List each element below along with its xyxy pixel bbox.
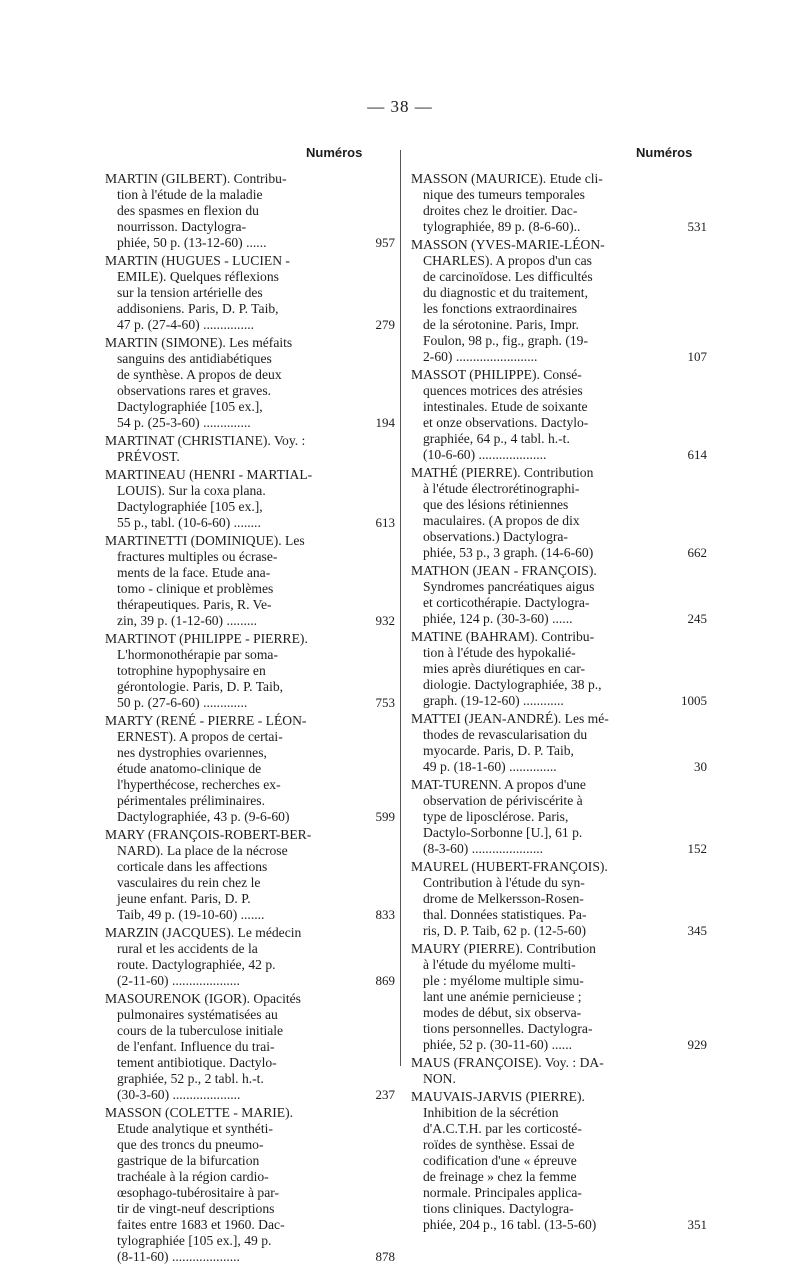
entry-text-line: et corticothérapie. Dactylogra- <box>423 595 590 610</box>
bibliography-entry <box>411 711 707 775</box>
entry-text-line: totrophine hypophysaire en <box>117 663 266 678</box>
entry-text-line: à l'étude électrorétinographi- <box>423 481 580 496</box>
entry-text-line: corticale dans les affections <box>117 859 268 874</box>
entry-text-line: diologie. Dactylographiée, 38 p., <box>423 677 602 692</box>
entry-text-line: les fonctions extraordinaires <box>423 301 578 316</box>
entry-number: 245 <box>687 611 707 626</box>
entry-text-line: roïdes de synthèse. Essai de <box>423 1137 575 1152</box>
entry-text-line: thal. Données statistiques. Pa- <box>423 907 587 922</box>
entry-text-line: MAUVAIS-JARVIS (PIERRE). <box>411 1089 585 1104</box>
entry-text-line: graphiée, 64 p., 4 tabl. h.-t. <box>423 431 570 446</box>
entry-text-line: phiée, 52 p. (30-11-60) ...... <box>423 1037 572 1052</box>
entry-text-line: MAUS (FRANÇOISE). Voy. : DA- <box>411 1055 604 1070</box>
entry-text-line: drome de Melkersson-Rosen- <box>423 891 584 906</box>
entry-text-line: rural et les accidents de la <box>117 941 258 956</box>
entry-text-line: observation de périviscérite à <box>423 793 583 808</box>
bibliography-entry <box>411 941 707 1053</box>
entry-text-line: MATHON (JEAN - FRANÇOIS). <box>411 563 597 578</box>
entry-text-line: 54 p. (25-3-60) .............. <box>117 415 251 430</box>
entry-text-line: faites entre 1683 et 1960. Dac- <box>117 1217 285 1232</box>
entry-text-line: sur la tension artérielle des <box>117 285 263 300</box>
bibliography-entry <box>411 777 707 857</box>
entry-text-line: fractures multiples ou écrase- <box>117 549 278 564</box>
entry-text-line: MARZIN (JACQUES). Le médecin <box>105 925 302 940</box>
bibliography-entry <box>105 713 395 825</box>
entry-text-line: zin, 39 p. (1-12-60) ......... <box>117 613 258 628</box>
column-heading-left: Numéros <box>306 145 363 160</box>
entry-text-line: œsophago-tubérositaire à par- <box>117 1185 280 1200</box>
entry-number: 957 <box>375 235 395 250</box>
entry-text-line: ments de la face. Etude ana- <box>117 565 271 580</box>
entry-number: 662 <box>687 545 707 560</box>
entry-text-line: intestinales. Etude de soixante <box>423 399 588 414</box>
entry-text-line: vasculaires du rein chez le <box>117 875 261 890</box>
entry-text-line: ple : myélome multiple simu- <box>423 973 584 988</box>
entry-text-line: MASSON (COLETTE - MARIE). <box>105 1105 294 1120</box>
bibliography-entry <box>411 629 707 709</box>
entry-text-line: 47 p. (27-4-60) ............... <box>117 317 255 332</box>
bibliography-entry <box>411 171 707 235</box>
entry-text-line: MASSON (MAURICE). Etude cli- <box>411 171 603 186</box>
entry-text-line: 50 p. (27-6-60) ............. <box>117 695 248 710</box>
entry-text-line: Etude analytique et synthéti- <box>117 1121 273 1136</box>
entry-text-line: MARTINEAU (HENRI - MARTIAL- <box>105 467 313 482</box>
entry-text-line: Foulon, 98 p., fig., graph. (19- <box>423 333 588 348</box>
entry-text-line: (2-11-60) .................... <box>117 973 240 988</box>
entry-number: 932 <box>375 613 395 628</box>
entry-text-line: Taib, 49 p. (19-10-60) ....... <box>117 907 265 922</box>
entry-text-line: CHARLES). A propos d'un cas <box>423 253 592 268</box>
entry-text-line: MATHÉ (PIERRE). Contribution <box>411 465 594 480</box>
entry-number: 351 <box>687 1217 707 1232</box>
entry-text-line: de freinage » chez la femme <box>423 1169 577 1184</box>
entry-text-line: tylographiée, 89 p. (8-6-60).. <box>423 219 581 234</box>
entry-text-line: du diagnostic et du traitement, <box>423 285 588 300</box>
entry-text-line: de l'enfant. Influence du trai- <box>117 1039 275 1054</box>
entry-text-line: 2-60) ........................ <box>423 349 538 364</box>
entry-text-line: codification d'une « épreuve <box>423 1153 577 1168</box>
entry-text-line: MATTEI (JEAN-ANDRÉ). Les mé- <box>411 711 609 726</box>
entry-number: 599 <box>375 809 395 824</box>
entry-text-line: étude anatomo-clinique de <box>117 761 262 776</box>
bibliography-entry <box>105 1105 395 1265</box>
entry-text-line: tement antibiotique. Dactylo- <box>117 1055 277 1070</box>
entry-text-line: MASSON (YVES-MARIE-LÉON- <box>411 237 605 252</box>
entry-text-line: MARTIN (SIMONE). Les méfaits <box>105 335 293 350</box>
entry-text-line: tion à l'étude des hypokalié- <box>423 645 576 660</box>
entry-text-line: Inhibition de la sécrétion <box>423 1105 559 1120</box>
entry-text-line: l'hyperthécose, recherches ex- <box>117 777 281 792</box>
bibliography-entry <box>105 631 395 711</box>
entry-text-line: nes dystrophies ovariennes, <box>117 745 267 760</box>
entry-text-line: phiée, 50 p. (13-12-60) ...... <box>117 235 267 250</box>
entry-number: 279 <box>375 317 395 332</box>
entry-text-line: MAURY (PIERRE). Contribution <box>411 941 596 956</box>
entry-text-line: tions personnelles. Dactylogra- <box>423 1021 593 1036</box>
entry-text-line: nourrisson. Dactylogra- <box>117 219 247 234</box>
entry-text-line: MATINE (BAHRAM). Contribu- <box>411 629 595 644</box>
entry-text-line: Dactylographiée [105 ex.], <box>117 499 263 514</box>
entry-text-line: MARTY (RENÉ - PIERRE - LÉON- <box>105 713 307 728</box>
left-column <box>105 171 395 1267</box>
entry-number: 152 <box>687 841 707 856</box>
entry-text-line: mies après diurétiques en car- <box>423 661 586 676</box>
entry-text-line: MARTINAT (CHRISTIANE). Voy. : <box>105 433 306 448</box>
entry-text-line: LOUIS). Sur la coxa plana. <box>117 483 266 498</box>
entry-number: 613 <box>375 515 395 530</box>
entry-text-line: lant une anémie pernicieuse ; <box>423 989 582 1004</box>
entry-text-line: tir de vingt-neuf descriptions <box>117 1201 275 1216</box>
entry-number: 107 <box>687 349 707 364</box>
entry-text-line: de carcinoïdose. Les difficultés <box>423 269 593 284</box>
entry-text-line: graph. (19-12-60) ............ <box>423 693 564 708</box>
entry-number: 237 <box>375 1087 395 1102</box>
entry-text-line: EMILE). Quelques réflexions <box>117 269 279 284</box>
entry-text-line: des spasmes en flexion du <box>117 203 259 218</box>
entry-text-line: 55 p., tabl. (10-6-60) ........ <box>117 515 261 530</box>
entry-text-line: modes de début, six observa- <box>423 1005 582 1020</box>
entry-text-line: (8-3-60) ..................... <box>423 841 544 856</box>
bibliography-entry <box>105 335 395 431</box>
entry-text-line: MASSOT (PHILIPPE). Consé- <box>411 367 582 382</box>
entry-text-line: que des lésions rétiniennes <box>423 497 569 512</box>
entry-text-line: MAUREL (HUBERT-FRANÇOIS). <box>411 859 608 874</box>
entry-text-line: phiée, 53 p., 3 graph. (14-6-60) <box>423 545 594 560</box>
entry-text-line: myocarde. Paris, D. P. Taib, <box>423 743 574 758</box>
entry-text-line: observations.) Dactylogra- <box>423 529 568 544</box>
entry-number: 878 <box>375 1249 395 1264</box>
entry-text-line: tions cliniques. Dactylogra- <box>423 1201 574 1216</box>
entry-text-line: maculaires. (A propos de dix <box>423 513 580 528</box>
bibliography-entry <box>411 1089 707 1233</box>
entry-text-line: PRÉVOST. <box>117 449 180 464</box>
entry-text-line: trachéale à la région cardio- <box>117 1169 269 1184</box>
entry-text-line: MARY (FRANÇOIS-ROBERT-BER- <box>105 827 312 842</box>
entry-number: 869 <box>375 973 395 988</box>
column-heading-right: Numéros <box>636 145 693 160</box>
bibliography-entry <box>105 433 360 465</box>
entry-text-line: Dactylo-Sorbonne [U.], 61 p. <box>423 825 583 840</box>
entry-text-line: NARD). La place de la nécrose <box>117 843 288 858</box>
entry-text-line: MARTIN (HUGUES - LUCIEN - <box>105 253 290 268</box>
entry-text-line: ERNEST). A propos de certai- <box>117 729 283 744</box>
entry-number: 1005 <box>681 693 707 708</box>
entry-text-line: pulmonaires systématisées au <box>117 1007 278 1022</box>
entry-number: 833 <box>375 907 395 922</box>
entry-text-line: MASOURENOK (IGOR). Opacités <box>105 991 301 1006</box>
bibliography-entry <box>105 253 395 333</box>
entry-text-line: sanguins des antidiabétiques <box>117 351 272 366</box>
entry-text-line: gastrique de la bifurcation <box>117 1153 260 1168</box>
entry-number: 929 <box>687 1037 707 1052</box>
entry-text-line: Dactylographiée [105 ex.], <box>117 399 263 414</box>
entry-text-line: à l'étude du myélome multi- <box>423 957 576 972</box>
entry-text-line: et onze observations. Dactylo- <box>423 415 589 430</box>
entry-number: 531 <box>687 219 707 234</box>
bibliography-entry <box>411 859 707 939</box>
entry-text-line: Syndromes pancréatiques aigus <box>423 579 595 594</box>
entry-text-line: de la sérotonine. Paris, Impr. <box>423 317 579 332</box>
entry-text-line: gérontologie. Paris, D. P. Taib, <box>117 679 284 694</box>
entry-text-line: droites chez le droitier. Dac- <box>423 203 578 218</box>
entry-number: 614 <box>687 447 707 462</box>
entry-text-line: jeune enfant. Paris, D. P. <box>117 891 251 906</box>
entry-text-line: quences motrices des atrésies <box>423 383 583 398</box>
entry-text-line: L'hormonothérapie par soma- <box>117 647 278 662</box>
bibliography-entry <box>411 563 707 627</box>
entry-text-line: d'A.C.T.H. par les corticosté- <box>423 1121 582 1136</box>
entry-text-line: MARTIN (GILBERT). Contribu- <box>105 171 287 186</box>
bibliography-entry <box>411 237 707 365</box>
entry-text-line: nique des tumeurs temporales <box>423 187 585 202</box>
entry-text-line: tylographiée [105 ex.], 49 p. <box>117 1233 272 1248</box>
bibliography-entry <box>105 467 395 531</box>
bibliography-entry <box>105 925 395 989</box>
entry-number: 30 <box>694 759 707 774</box>
entry-text-line: thodes de revascularisation du <box>423 727 588 742</box>
entry-text-line: phiée, 124 p. (30-3-60) ...... <box>423 611 573 626</box>
bibliography-entry <box>105 171 395 251</box>
bibliography-entry <box>105 827 395 923</box>
entry-number: 194 <box>375 415 395 430</box>
entry-text-line: ris, D. P. Taib, 62 p. (12-5-60) <box>423 923 587 938</box>
entry-text-line: 49 p. (18-1-60) .............. <box>423 759 557 774</box>
entry-text-line: MAT-TURENN. A propos d'une <box>411 777 586 792</box>
entry-text-line: Contribution à l'étude du syn- <box>423 875 585 890</box>
entry-text-line: Dactylographiée, 43 p. (9-6-60) <box>117 809 290 824</box>
entry-text-line: cours de la tuberculose initiale <box>117 1023 284 1038</box>
entry-text-line: route. Dactylographiée, 42 p. <box>117 957 276 972</box>
entry-text-line: NON. <box>423 1071 456 1086</box>
entry-text-line: que des troncs du pneumo- <box>117 1137 264 1152</box>
entry-text-line: type de liposclérose. Paris, <box>423 809 569 824</box>
entry-text-line: de synthèse. A propos de deux <box>117 367 282 382</box>
page-number: — 38 — <box>367 97 433 116</box>
entry-text-line: graphiée, 52 p., 2 tabl. h.-t. <box>117 1071 264 1086</box>
entry-text-line: MARTINOT (PHILIPPE - PIERRE). <box>105 631 308 646</box>
column-divider <box>400 150 401 1066</box>
entry-text-line: observations rares et graves. <box>117 383 272 398</box>
right-column <box>411 171 707 1235</box>
bibliography-entry <box>411 1055 696 1087</box>
entry-number: 753 <box>375 695 395 710</box>
entry-text-line: thérapeutiques. Paris, R. Ve- <box>117 597 272 612</box>
bibliography-entry <box>411 367 707 463</box>
entry-text-line: tion à l'étude de la maladie <box>117 187 263 202</box>
entry-text-line: périmentales préliminaires. <box>117 793 265 808</box>
bibliography-entry <box>411 465 707 561</box>
entry-text-line: tomo - clinique et problèmes <box>117 581 274 596</box>
entry-text-line: (10-6-60) .................... <box>423 447 547 462</box>
entry-number: 345 <box>687 923 707 938</box>
entry-text-line: (8-11-60) .................... <box>117 1249 240 1264</box>
bibliography-entry <box>105 991 395 1103</box>
entry-text-line: phiée, 204 p., 16 tabl. (13-5-60) <box>423 1217 597 1232</box>
bibliography-entry <box>105 533 395 629</box>
entry-text-line: addisoniens. Paris, D. P. Taib, <box>117 301 279 316</box>
entry-text-line: MARTINETTI (DOMINIQUE). Les <box>105 533 305 548</box>
entry-text-line: (30-3-60) .................... <box>117 1087 241 1102</box>
entry-text-line: normale. Principales applica- <box>423 1185 582 1200</box>
